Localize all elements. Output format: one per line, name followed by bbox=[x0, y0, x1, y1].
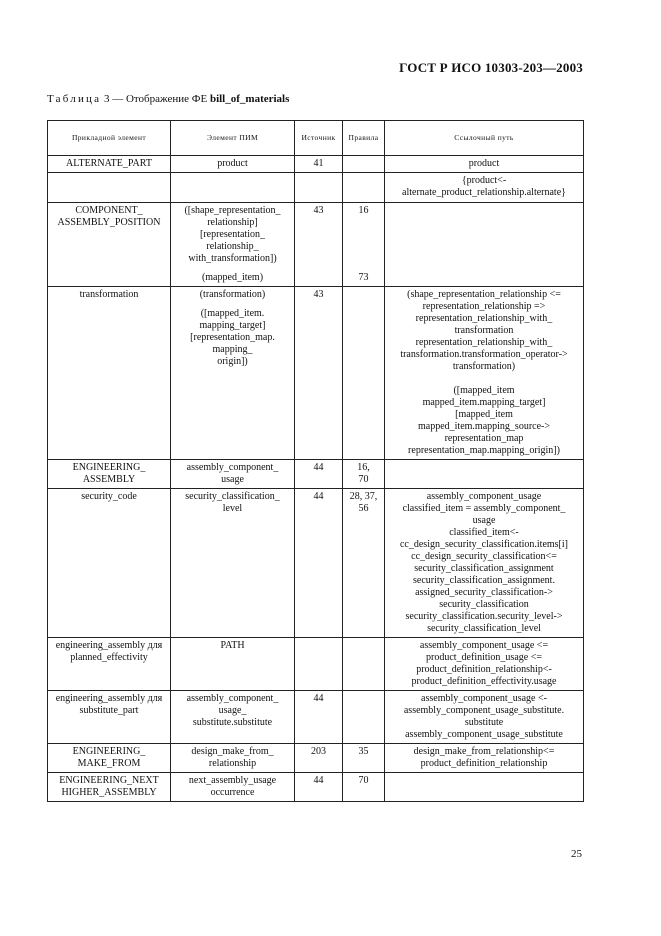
path-cell: product bbox=[385, 156, 584, 173]
ae-cell: transformation bbox=[48, 287, 171, 460]
pim-cell bbox=[171, 173, 295, 203]
source-cell: 44 bbox=[295, 489, 343, 638]
pim-cell: assembly_component_ usage bbox=[171, 460, 295, 489]
rules-text: 16 bbox=[358, 205, 369, 216]
ae-cell: ENGINEERING_ ASSEMBLY bbox=[48, 460, 171, 489]
source-cell: 44 bbox=[295, 691, 343, 744]
rules-cell: 16, 70 bbox=[343, 460, 385, 489]
table-row bbox=[48, 287, 584, 460]
pim-text: (transformation) bbox=[199, 289, 266, 300]
table-row bbox=[48, 460, 584, 489]
source-cell bbox=[295, 173, 343, 203]
path-cell bbox=[385, 773, 584, 802]
rules-cell: 28, 37, 56 bbox=[343, 489, 385, 638]
ae-cell: ALTERNATE_PART bbox=[48, 156, 171, 173]
table-caption bbox=[47, 93, 289, 105]
ae-cell: ENGINEERING_NEXT HIGHER_ASSEMBLY bbox=[48, 773, 171, 802]
source-cell: 41 bbox=[295, 156, 343, 173]
caption-word: Таблица bbox=[47, 93, 102, 105]
source-cell: 43 bbox=[295, 287, 343, 460]
rules-cell bbox=[343, 691, 385, 744]
ae-cell: engineering_assembly для planned_effectivity bbox=[48, 638, 171, 691]
mapping-table bbox=[47, 120, 584, 802]
ae-cell bbox=[48, 173, 171, 203]
page-number: 25 bbox=[571, 848, 582, 860]
table-row bbox=[48, 173, 584, 203]
table-row bbox=[48, 638, 584, 691]
pim-cell bbox=[171, 203, 295, 287]
path-cell: assembly_component_usage <= product_definition_usage <= product_definition_relationship<- product_definition_effectivity.usage bbox=[385, 638, 584, 691]
source-cell: 203 bbox=[295, 744, 343, 773]
rules-cell bbox=[343, 287, 385, 460]
path-cell bbox=[385, 203, 584, 287]
path-cell bbox=[385, 460, 584, 489]
pim-text-secondary: (mapped_item) bbox=[201, 272, 264, 283]
table-row bbox=[48, 744, 584, 773]
source-cell: 43 bbox=[295, 203, 343, 287]
rules-text-secondary: 73 bbox=[358, 272, 369, 283]
col-header-rules: Правила bbox=[343, 121, 385, 156]
table-row bbox=[48, 773, 584, 802]
ae-cell: ENGINEERING_ MAKE_FROM bbox=[48, 744, 171, 773]
path-text-secondary: ([mapped_item mapped_item.mapping_target] [mapped_item mapped_item.mapping_source-> representation_map representation_map.mapping_origin]) bbox=[408, 385, 560, 456]
rules-cell bbox=[343, 638, 385, 691]
table-row bbox=[48, 691, 584, 744]
pim-cell: next_assembly_usage occurrence bbox=[171, 773, 295, 802]
table-row bbox=[48, 489, 584, 638]
path-cell: design_make_from_relationship<= product_definition_relationship bbox=[385, 744, 584, 773]
ae-cell: COMPONENT_ ASSEMBLY_POSITION bbox=[48, 203, 171, 287]
path-cell: assembly_component_usage <- assembly_component_usage_substitute. substitute assembly_component_usage_substitute bbox=[385, 691, 584, 744]
col-header-pim: Элемент ПИМ bbox=[171, 121, 295, 156]
pim-text: ([shape_representation_ relationship] [representation_ relationship_ with_transformation]) bbox=[184, 205, 281, 264]
table-row bbox=[48, 156, 584, 173]
col-header-source: Источник bbox=[295, 121, 343, 156]
ae-cell: engineering_assembly для substitute_part bbox=[48, 691, 171, 744]
col-header-ae: Прикладной элемент bbox=[48, 121, 171, 156]
source-cell: 44 bbox=[295, 773, 343, 802]
rules-cell bbox=[343, 156, 385, 173]
rules-cell bbox=[343, 203, 385, 287]
pim-cell: PATH bbox=[171, 638, 295, 691]
pim-cell: product bbox=[171, 156, 295, 173]
path-text: (shape_representation_relationship <= representation_relationship => representation_relationship_with_ transformation representation_relationship_with_ transformation.transformation_operator-> transformation) bbox=[400, 289, 568, 372]
source-cell bbox=[295, 638, 343, 691]
path-cell: assembly_component_usage classified_item = assembly_component_ usage classified_item<- cc_design_security_classification.items[i] cc_design_security_classification<= security_classification_assignment security_classification_assignment. assigned_security_classification-> security_classification security_classification.security_level-> security_classification_level bbox=[385, 489, 584, 638]
pim-cell: design_make_from_ relationship bbox=[171, 744, 295, 773]
rules-cell: 70 bbox=[343, 773, 385, 802]
table-header-row bbox=[48, 121, 584, 156]
ae-cell: security_code bbox=[48, 489, 171, 638]
caption-entity: bill_of_materials bbox=[209, 93, 290, 105]
table-row bbox=[48, 203, 584, 287]
pim-cell bbox=[171, 287, 295, 460]
rules-cell bbox=[343, 173, 385, 203]
caption-rest: 3 — Отображение ФЕ bbox=[101, 93, 210, 105]
document-header: ГОСТ Р ИСО 10303-203—2003 bbox=[399, 60, 583, 75]
path-cell: {product<- alternate_product_relationship.alternate} bbox=[385, 173, 584, 203]
col-header-path: Ссылочный путь bbox=[385, 121, 584, 156]
rules-cell: 35 bbox=[343, 744, 385, 773]
path-cell bbox=[385, 287, 584, 460]
pim-cell: security_classification_ level bbox=[171, 489, 295, 638]
pim-text-secondary: ([mapped_item. mapping_target] [representation_map. mapping_ origin]) bbox=[190, 308, 275, 367]
source-cell: 44 bbox=[295, 460, 343, 489]
pim-cell: assembly_component_ usage_ substitute.substitute bbox=[171, 691, 295, 744]
